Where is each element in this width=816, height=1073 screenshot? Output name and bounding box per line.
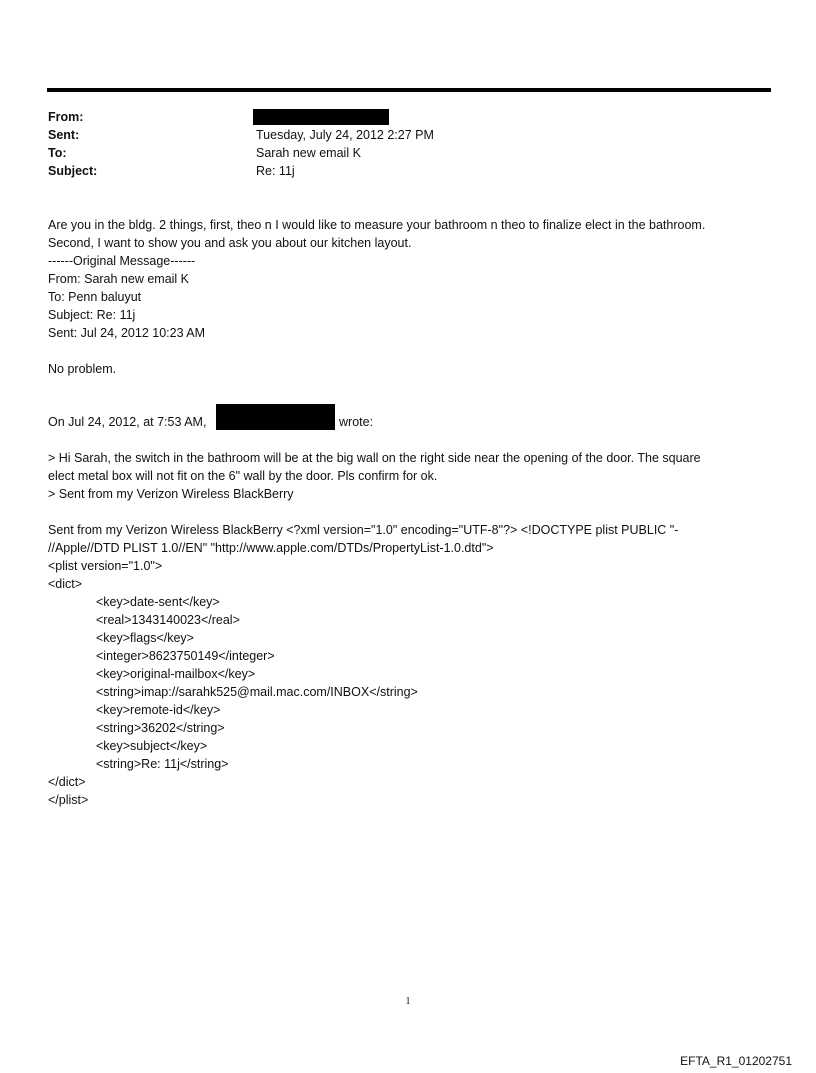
original-to: To: Penn baluyut <box>48 290 142 304</box>
signature-line: Sent from my Verizon Wireless BlackBerry <?xml version="1.0" encoding="UTF-8"?> <!DOCTYPE plist PUBLIC "- <box>48 523 679 537</box>
original-subject: Subject: Re: 11j <box>48 308 136 322</box>
reply-text: No problem. <box>48 362 117 376</box>
sent-label: Sent: <box>48 128 80 142</box>
quoted-line: > Hi Sarah, the switch in the bathroom will be at the big wall on the right side near the opening of the door. The square <box>48 451 701 465</box>
wrote-prefix: On Jul 24, 2012, at 7:53 AM, <box>48 415 207 429</box>
dict-line: <key>date-sent</key> <box>96 595 220 609</box>
dict-line: <real>1343140023</real> <box>96 613 240 627</box>
original-message-marker: ------Original Message------ <box>48 254 196 268</box>
to-label: To: <box>48 146 67 160</box>
body-line: Second, I want to show you and ask you about our kitchen layout. <box>48 236 412 250</box>
body-line: Are you in the bldg. 2 things, first, theo n I would like to measure your bathroom n theo to finalize elect in the bathroom. <box>48 218 706 232</box>
dict-line: <key>original-mailbox</key> <box>96 667 256 681</box>
wrote-suffix: wrote: <box>339 415 374 429</box>
header-rule <box>47 88 771 92</box>
dict-line: <key>remote-id</key> <box>96 703 221 717</box>
subject-label: Subject: <box>48 164 98 178</box>
quoted-line: > Sent from my Verizon Wireless BlackBerry <box>48 487 294 501</box>
dict-line: <key>flags</key> <box>96 631 194 645</box>
quoted-line: elect metal box will not fit on the 6" wall by the door. Pls confirm for ok. <box>48 469 438 483</box>
to-value: Sarah new email K <box>256 146 361 160</box>
dict-open: <dict> <box>48 577 83 591</box>
page-number: 1 <box>405 996 411 1007</box>
original-from: From: Sarah new email K <box>48 272 190 286</box>
dict-line: <string>Re: 11j</string> <box>96 757 229 771</box>
plist-close: </plist> <box>48 793 89 807</box>
plist-open: <plist version="1.0"> <box>48 559 163 573</box>
dict-close: </dict> <box>48 775 86 789</box>
signature-line: //Apple//DTD PLIST 1.0//EN" "http://www.apple.com/DTDs/PropertyList-1.0.dtd"> <box>48 541 494 555</box>
original-sent: Sent: Jul 24, 2012 10:23 AM <box>48 326 206 340</box>
dict-line: <string>imap://sarahk525@mail.mac.com/INBOX</string> <box>96 685 418 699</box>
bates-number: EFTA_R1_01202751 <box>680 1054 792 1068</box>
from-label: From: <box>48 110 84 124</box>
redacted-from <box>253 109 389 125</box>
dict-line: <string>36202</string> <box>96 721 225 735</box>
dict-line: <key>subject</key> <box>96 739 208 753</box>
sent-value: Tuesday, July 24, 2012 2:27 PM <box>256 128 434 142</box>
dict-line: <integer>8623750149</integer> <box>96 649 275 663</box>
subject-value: Re: 11j <box>256 164 295 178</box>
redacted-sender <box>216 404 335 430</box>
